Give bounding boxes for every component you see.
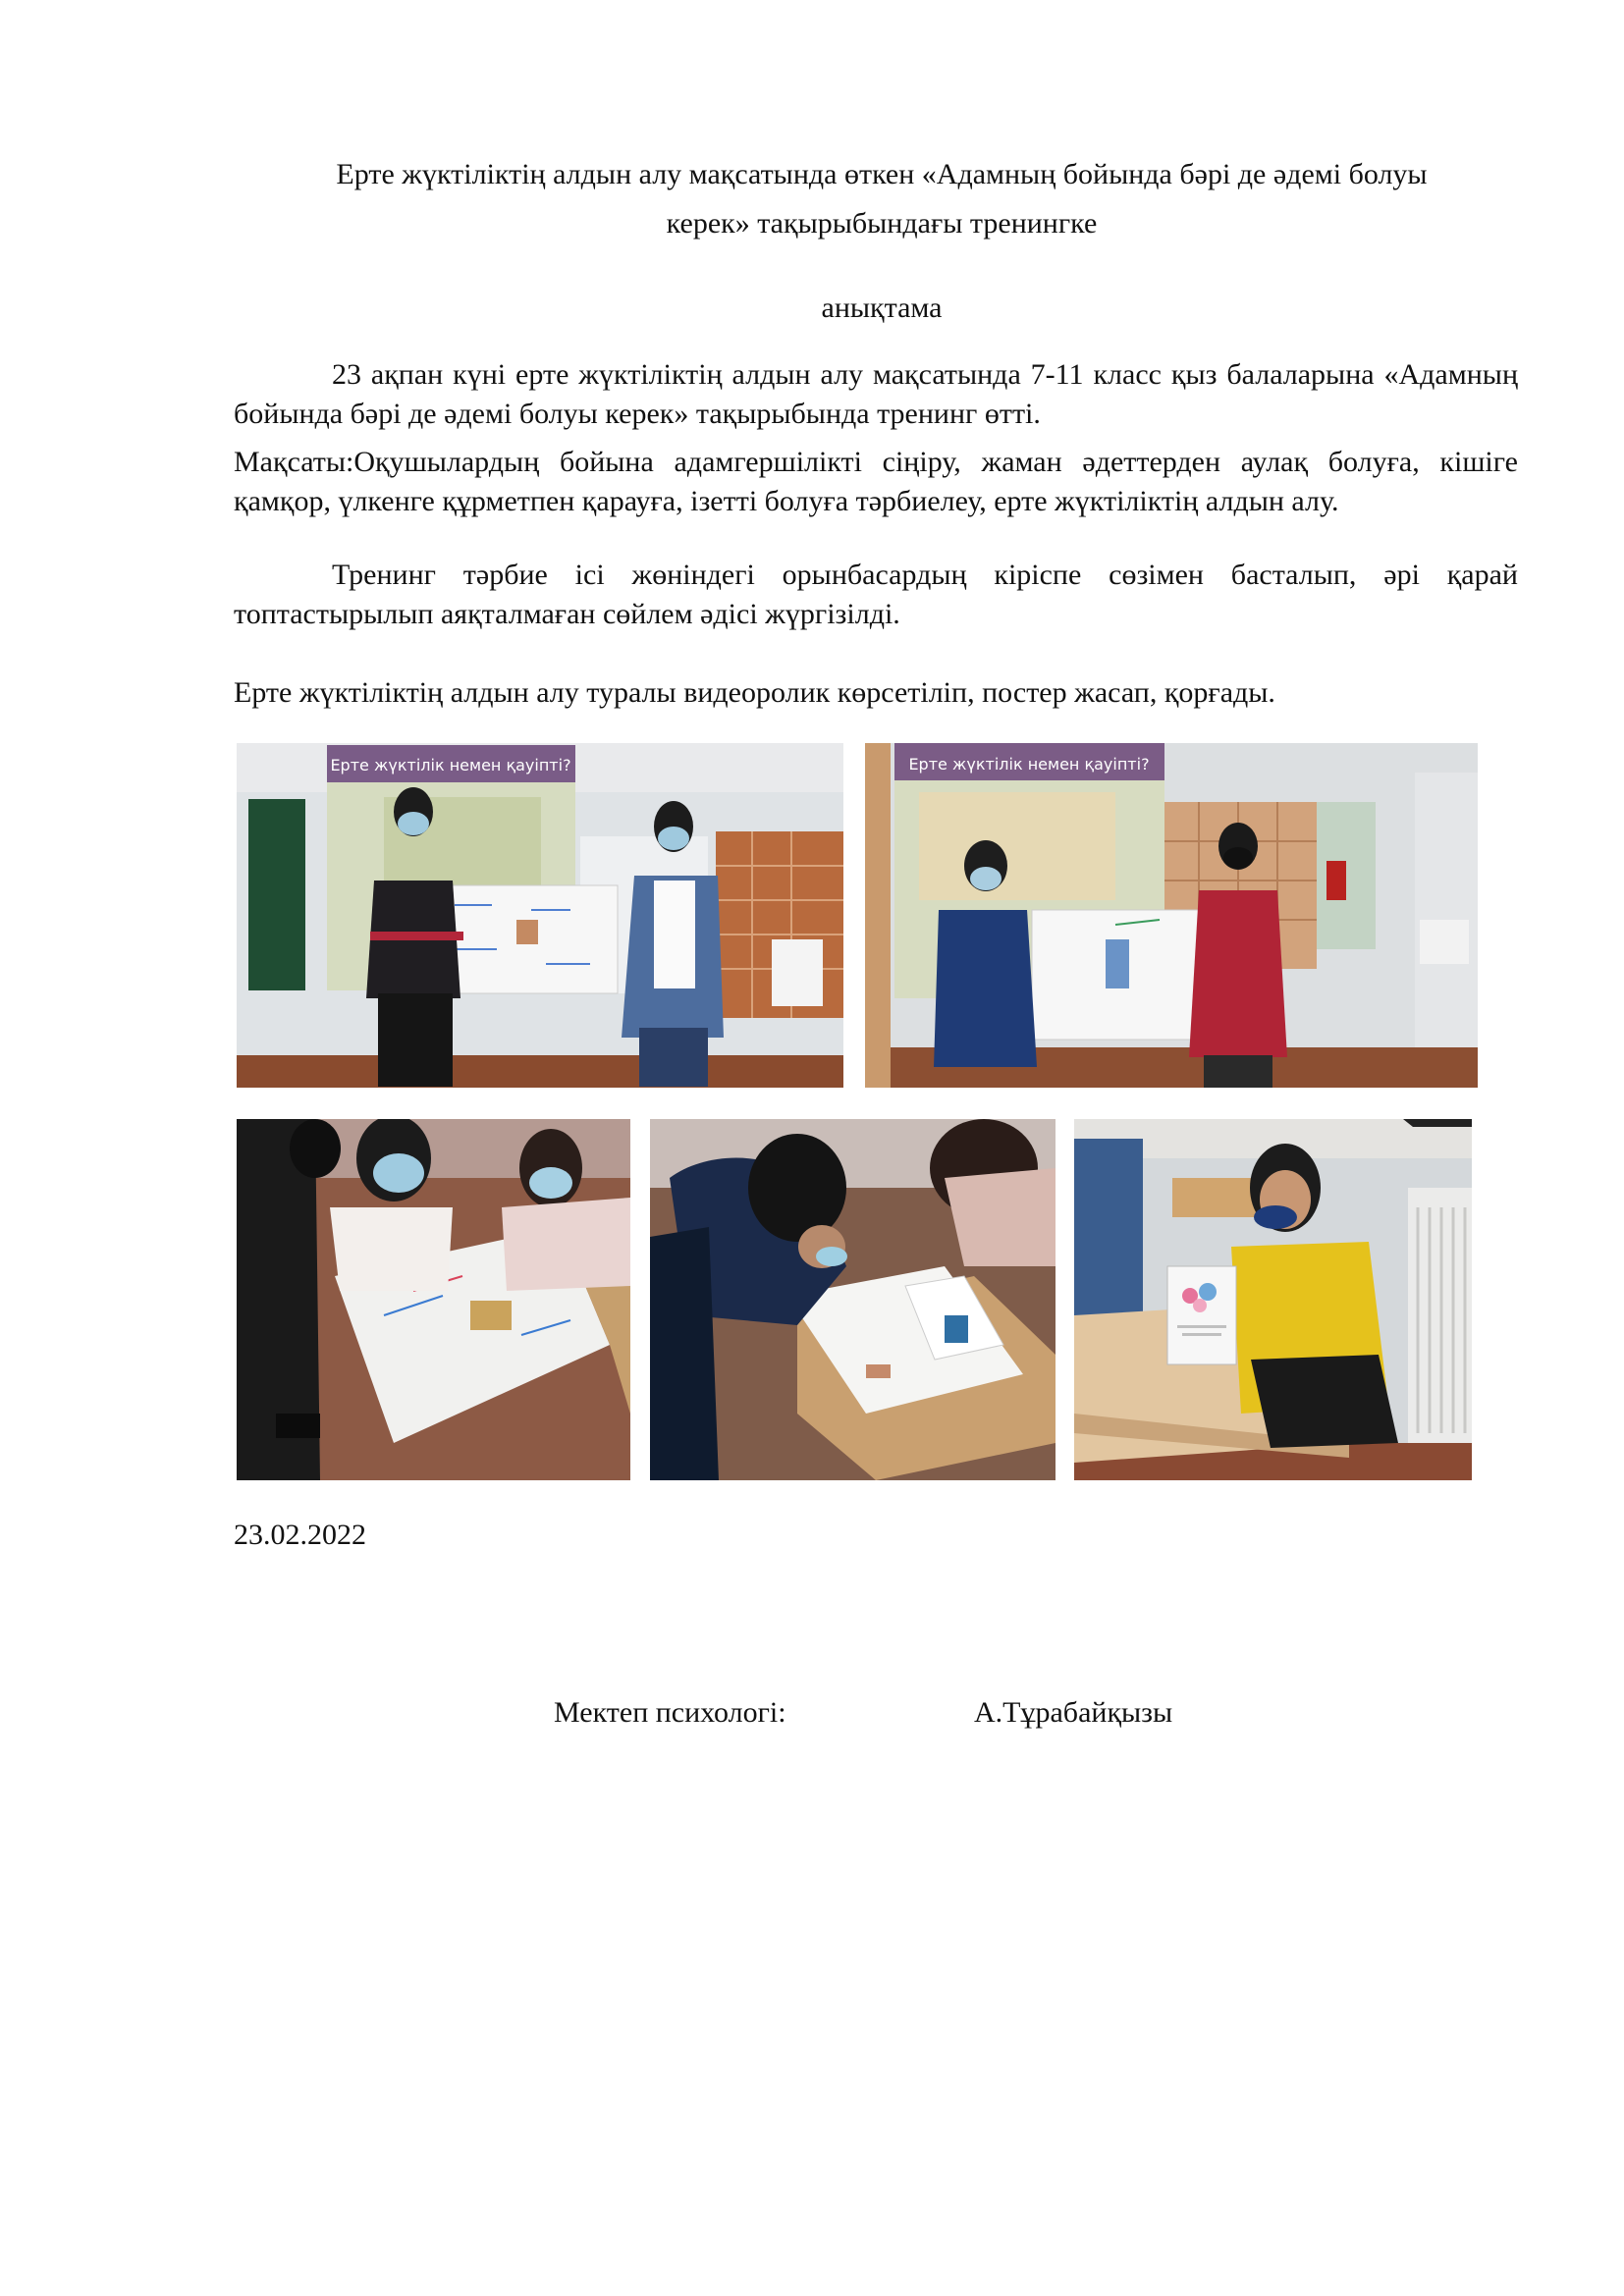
signature-role: Мектеп психологі:	[554, 1696, 786, 1729]
photo-poster-presentation-2	[865, 743, 1478, 1088]
photo-2-slide-title: Ерте жүктілік немен қауіпті?	[908, 755, 1150, 774]
paragraph-event: 23 ақпан күні ерте жүктіліктің алдын алу мақсатында 7-11 класс қыз балаларына «Адамның бойында бәрі де әдемі болуы керек» тақырыбында тренинг өтті.	[234, 358, 1518, 430]
document-type-heading: анықтама	[821, 292, 943, 324]
photo-1-slide-title: Ерте жүктілік немен қауіпті?	[330, 756, 571, 774]
photo-group-writing-2	[650, 1119, 1056, 1480]
document-title-line-1: Ерте жүктіліктің алдын алу мақсатында өткен «Адамның бойында бәрі де әдемі болуы	[336, 158, 1428, 190]
document-date: 23.02.2022	[234, 1519, 366, 1551]
signature-name: А.Тұрабайқызы	[974, 1696, 1173, 1729]
paragraph-video-poster: Ерте жүктіліктің алдын алу туралы видеоролик көрсетіліп, постер жасап, қорғады.	[234, 676, 1275, 709]
photo-group-writing-1	[237, 1119, 630, 1480]
document-title-line-2: керек» тақырыбындағы тренингке	[666, 207, 1098, 240]
paragraph-goal: Мақсаты:Оқушылардың бойына адамгершілікті сіңіру, жаман әдеттерден аулақ болуға, кішіге қамқор, үлкенге құрметпен қарауға, ізетті болуға тәрбиелеу, ерте жүктіліктің алдын алу.	[234, 446, 1518, 517]
photo-girl-with-card	[1074, 1119, 1472, 1480]
paragraph-training-flow: Тренинг тәрбие ісі жөніндегі орынбасардың кіріспе сөзімен басталып, әрі қарай топтастырылып аяқталмаған сөйлем әдісі жүргізілді.	[234, 559, 1518, 630]
photo-poster-presentation-1	[237, 743, 843, 1088]
